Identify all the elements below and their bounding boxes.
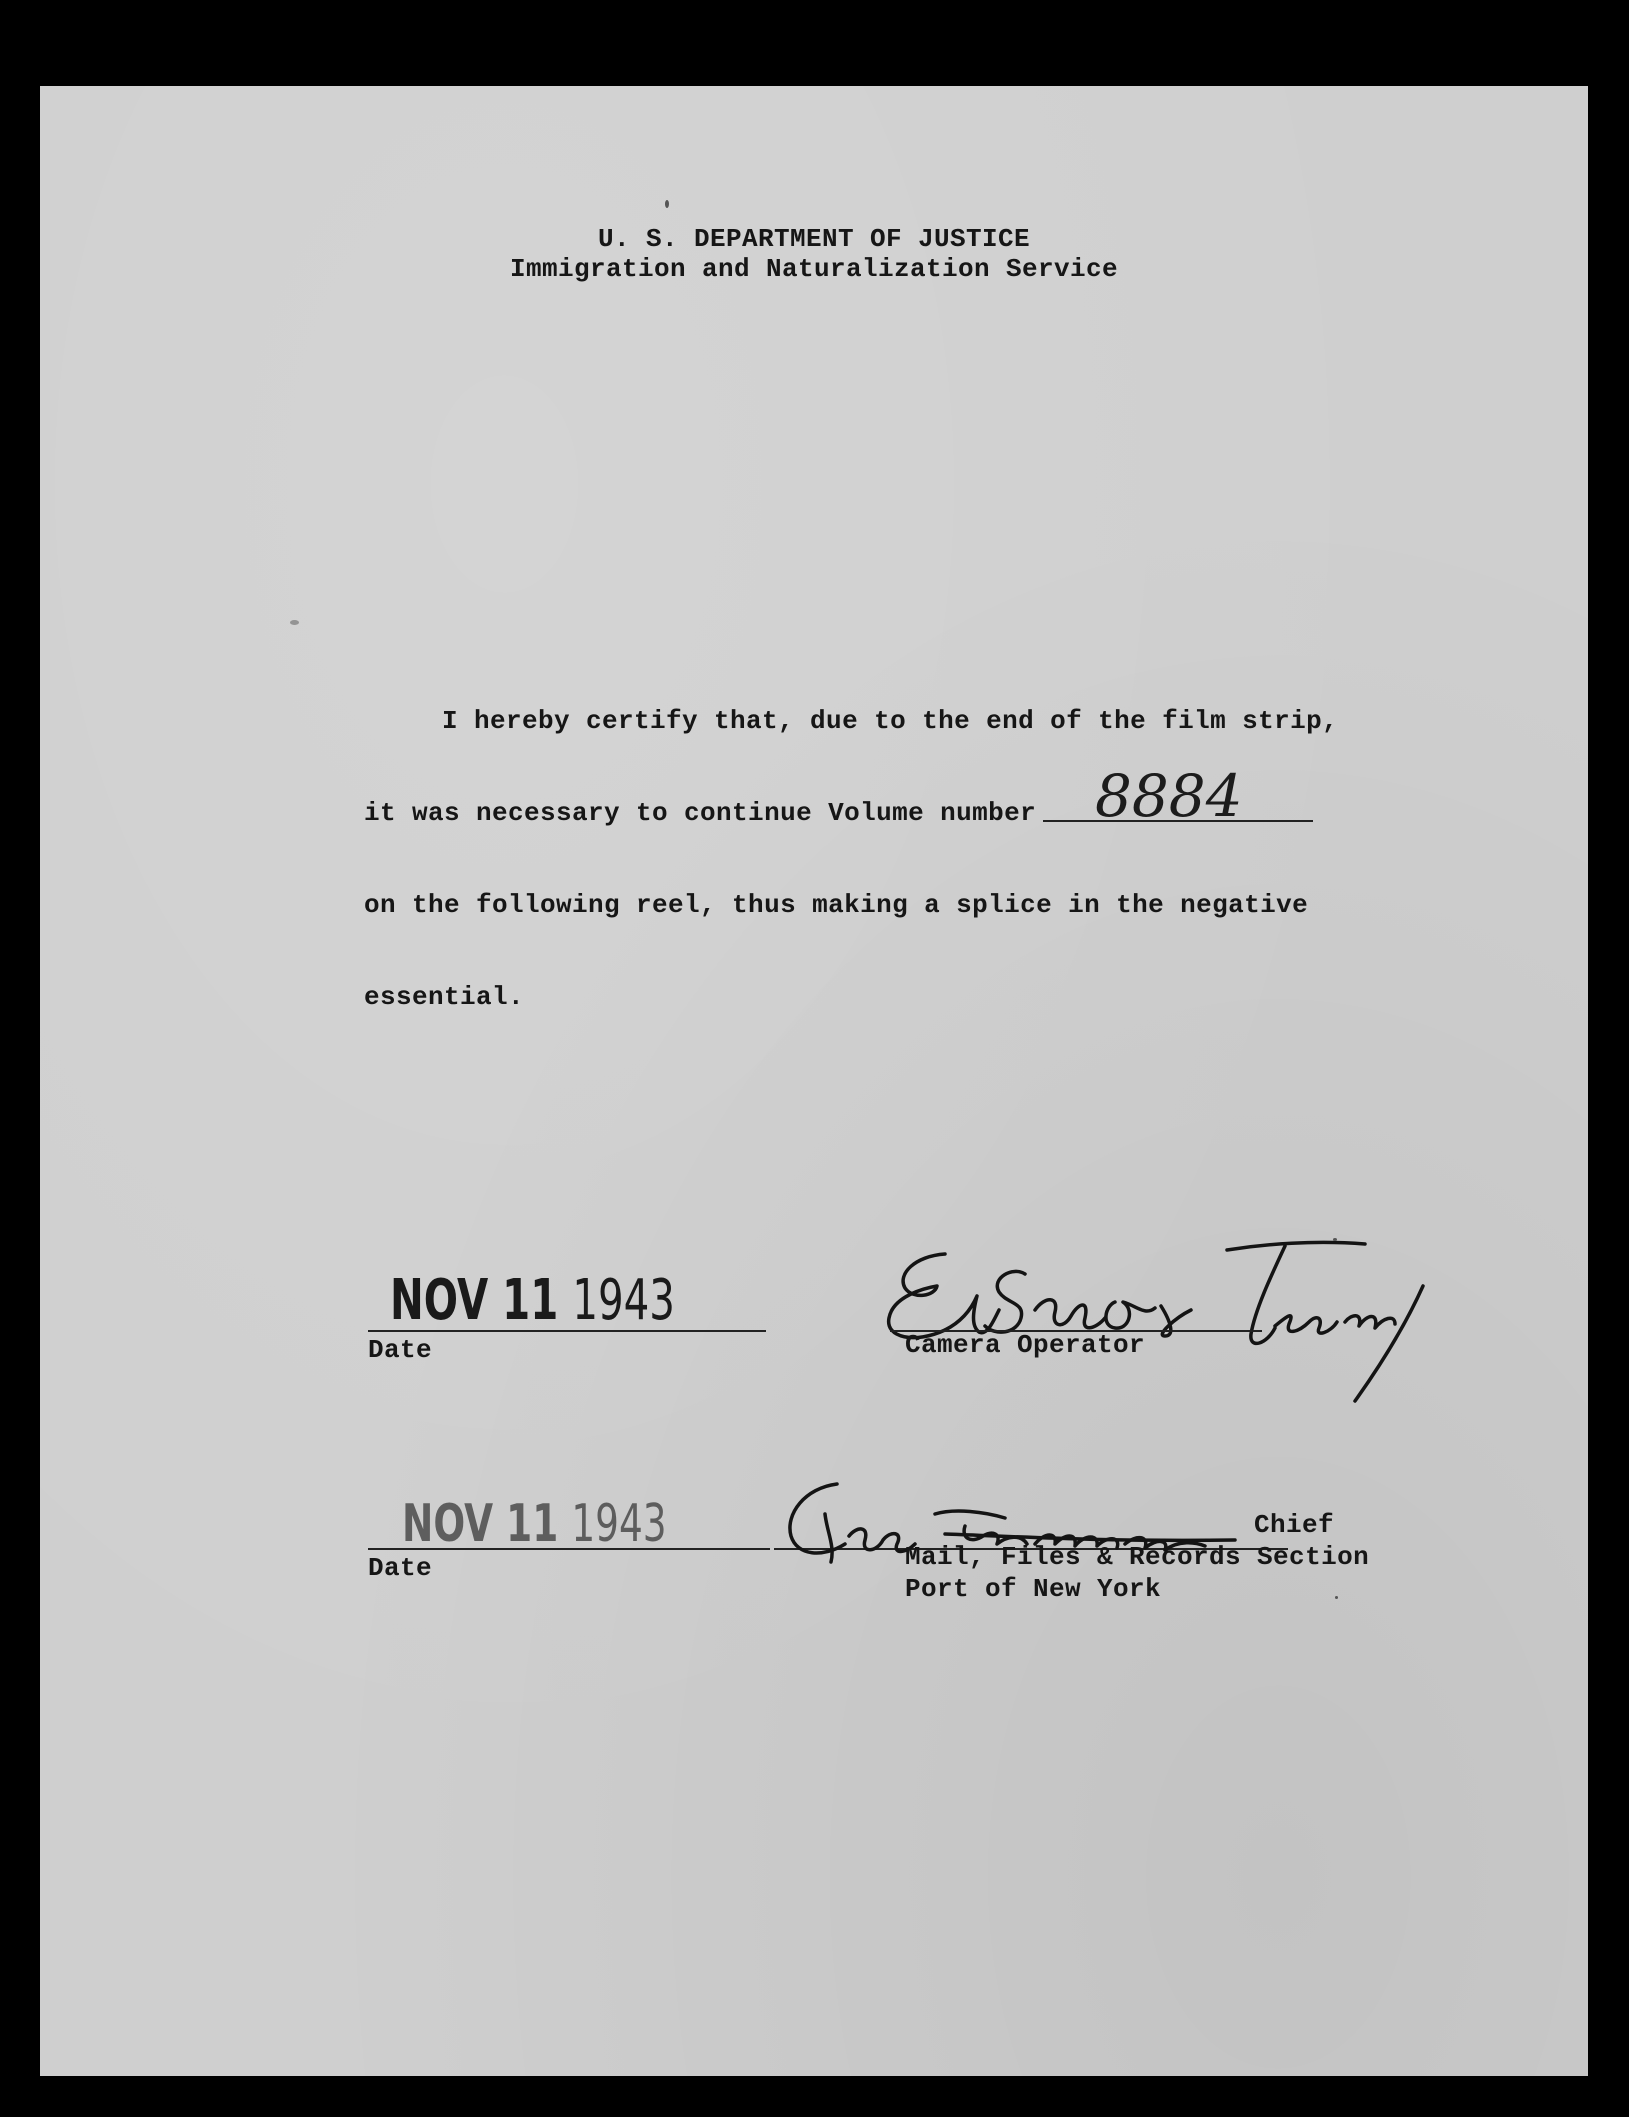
body-line-4: essential. [364,982,525,1012]
date-stamp-chief-month-day: NOV 11 [402,1494,559,1554]
date-stamp-camera-year: 1943 [572,1268,675,1333]
scan-speck [1333,1238,1337,1241]
date-stamp-camera-month-day: NOV 11 [390,1268,559,1333]
body-line-1: I hereby certify that, due to the end of the film strip, [442,706,1339,736]
role-label-chief: Chief [1254,1510,1335,1540]
body-line-3: on the following reel, thus making a splice in the negative [364,890,1309,920]
role-label-camera-operator: Camera Operator [905,1330,1146,1360]
header-service: Immigration and Naturalization Service [509,254,1119,284]
scan-speck [290,620,299,625]
scan-speck [665,200,669,208]
body-line-2: it was necessary to continue Volume number [364,798,1037,828]
document-page [40,86,1588,2076]
date-stamp-chief-year: 1943 [571,1494,667,1554]
date-line-chief [368,1548,770,1550]
scan-speck [1335,1596,1338,1599]
volume-number-handwritten: 8884 [1095,762,1243,830]
camera-operator-signature [875,1226,1435,1406]
date-label-camera: Date [368,1335,433,1365]
date-line-camera [368,1330,766,1332]
date-label-chief: Date [368,1553,433,1583]
date-stamp-camera [390,1268,675,1333]
header-department: U. S. DEPARTMENT OF JUSTICE [597,224,1031,254]
date-stamp-chief [402,1494,667,1554]
role-label-port: Port of New York [905,1574,1162,1604]
role-label-section: Mail, Files & Records Section [905,1542,1370,1572]
